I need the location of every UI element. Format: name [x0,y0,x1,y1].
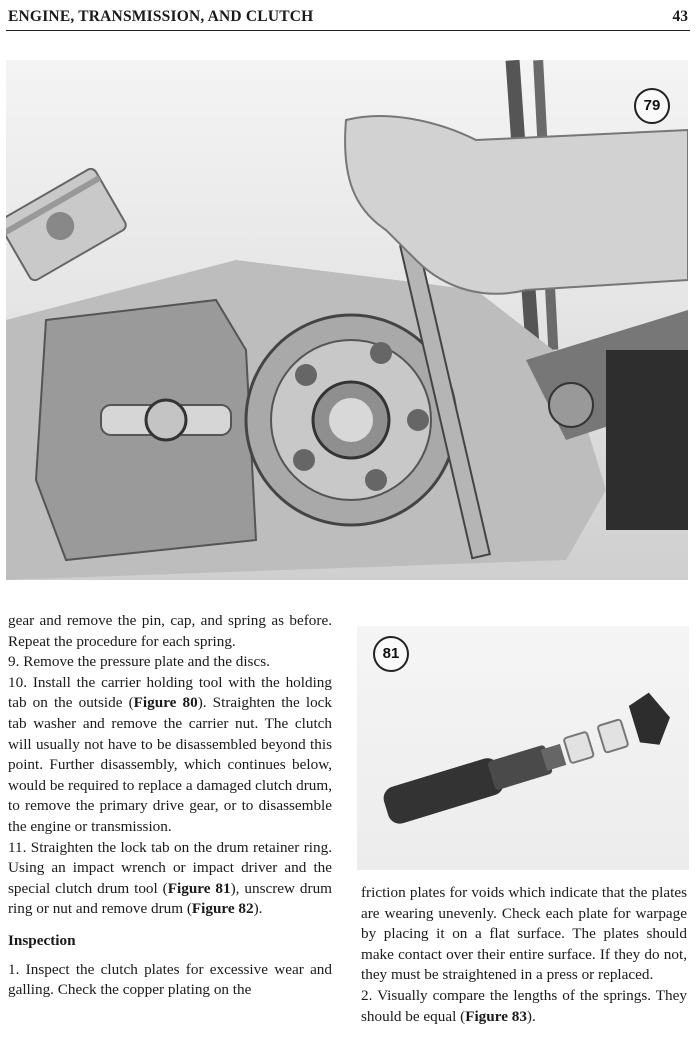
figure-79-photo [6,60,688,580]
page-header [6,8,690,31]
step-9: 9. Remove the pressure plate and the discs. [8,653,270,671]
figure-79-illustration [6,60,688,580]
step-11-text-cont: ), unscrew drum ring or nut and remove drum ( [8,879,332,918]
figure-83-ref: Figure 83 [465,1007,527,1025]
step-11 [8,838,332,920]
page-number: 43 [672,8,688,25]
figure-79-number: 79 [634,88,670,124]
inspection-heading: Inspection [8,931,76,949]
figure-81-photo [357,626,689,870]
paragraph: gear and remove the pin, cap, and spring as before. Repeat the procedure for each spring. [8,612,332,650]
step-11-text: 11. Straighten the lock tab on the drum retainer ring. Using an impact wrench or impact driver and the special clutch drum tool ( [8,838,332,897]
step-11-text-end: ). [253,900,263,918]
figure-80-ref: Figure 80 [133,694,198,712]
step-10-text-cont: ). Straighten the lock tab washer and remove the carrier nut. The clutch will usually not have to be disassembled beyond this point. Further disassembly, which continues below, would be required to replace a damaged clutch drum, to remove the primary drive gear, or to disassemble the engine or transmission. [8,694,333,835]
step-10-text: 10. Install the carrier holding tool with the holding tab on the outside ( [8,673,332,712]
step-10 [8,673,332,838]
inspection-step-1: 1. Inspect the clutch plates for excessive wear and galling. Check the copper plating on the [8,960,332,999]
inspection-step-2 [361,986,687,1027]
figure-81-ref: Figure 81 [167,879,231,897]
figure-82-ref: Figure 82 [191,900,254,918]
inspection-step-2-text: 2. Visually compare the lengths of the springs. They should be equal ( [361,986,687,1025]
inspection-step-2-end: ). [526,1007,536,1025]
right-text-column [361,883,687,1027]
left-text-column [8,611,332,1001]
figure-81-number: 81 [373,636,409,672]
inspection-step-1-cont: friction plates for voids which indicate that the plates are wearing unevenly. Check each plate for warpage by placing it on a flat surface. The plates should make contact over their entire surface. If they do not, they must be straightened in a press or replaced. [361,884,687,984]
section-title: ENGINE, TRANSMISSION, AND CLUTCH [8,8,314,25]
